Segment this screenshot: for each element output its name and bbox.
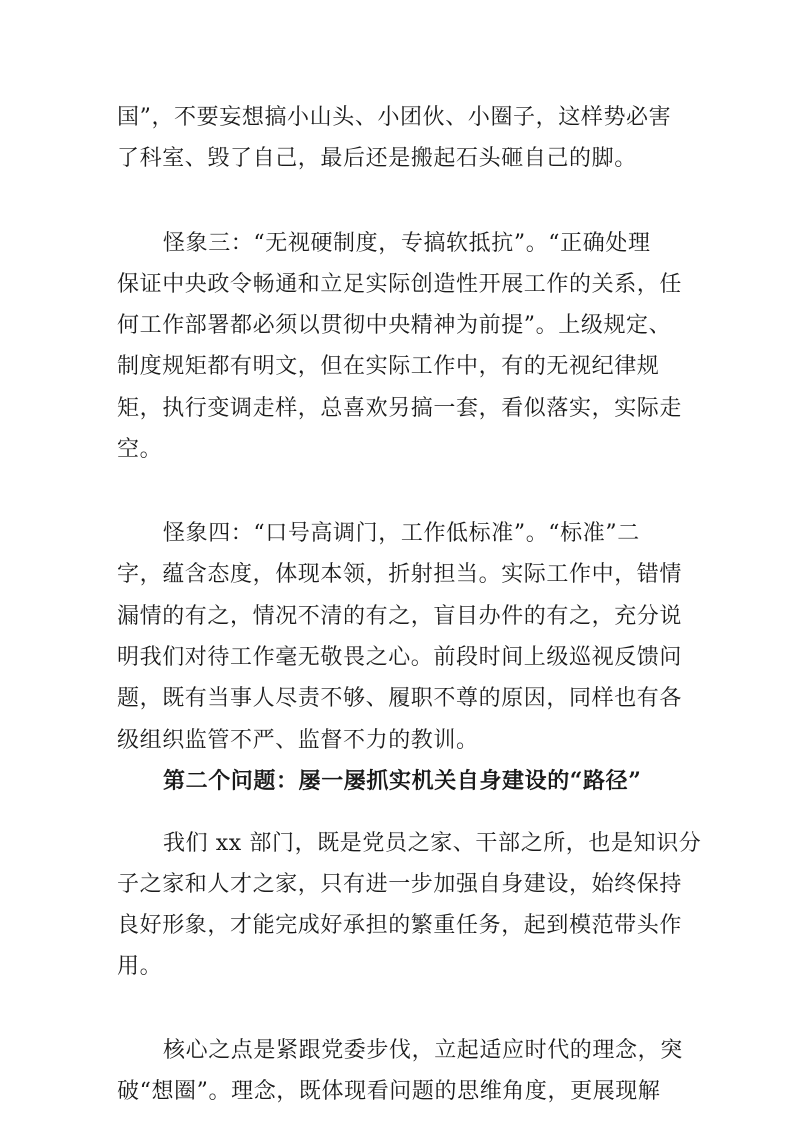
paragraph-first-line: 我们 xx 部门，既是党员之家、干部之所，也是知识分: [163, 831, 702, 856]
text-line: 明我们对待工作毫无敬畏之心。前段时间上级巡视反馈问: [117, 645, 683, 670]
text-line: 保证中央政令畅通和立足实际创造性开展工作的关系，任: [117, 272, 683, 297]
paragraph-heading-line: 怪象四：“口号高调门，工作低标准”。“标准”二: [163, 521, 640, 546]
text-line: 了科室、毁了自己，最后还是搬起石头砸自己的脚。: [117, 146, 637, 171]
text-line: 级组织监管不严、监督不力的教训。: [117, 728, 479, 753]
paragraph-first-line: 核心之点是紧跟党委步伐，立起适应时代的理念，突: [163, 1038, 683, 1063]
text-line: 字，蕴含态度，体现本领，折射担当。实际工作中，错情: [117, 562, 683, 587]
text-line: 空。: [117, 437, 163, 462]
text-line: 国”，不要妄想搞小山头、小团伙、小圈子，这样势必害: [117, 105, 672, 130]
text-line: 良好形象，才能完成好承担的繁重任务，起到模范带头作: [117, 913, 683, 938]
text-line: 制度规矩都有明文，但在实际工作中，有的无视纪律规: [117, 354, 660, 379]
section-heading: 第二个问题：屡一屡抓实机关自身建设的“路径”: [163, 768, 642, 794]
text-line: 破“想圈”。理念，既体现看问题的思维角度，更展现解: [117, 1079, 661, 1104]
text-line: 矩，执行变调走样，总喜欢另搞一套，看似落实，实际走: [117, 396, 683, 421]
paragraph-heading-line: 怪象三：“无视硬制度，专搞软抵抗”。“正确处理: [163, 231, 651, 256]
text-line: 何工作部署都必须以贯彻中央精神为前提”。上级规定、: [117, 313, 672, 338]
text-line: 题，既有当事人尽责不够、履职不尊的原因，同样也有各: [117, 686, 683, 711]
text-line: 用。: [117, 954, 163, 979]
text-line: 子之家和人才之家，只有进一步加强自身建设，始终保持: [117, 872, 683, 897]
text-line: 漏情的有之，情况不清的有之，盲目办件的有之，充分说: [117, 604, 683, 629]
